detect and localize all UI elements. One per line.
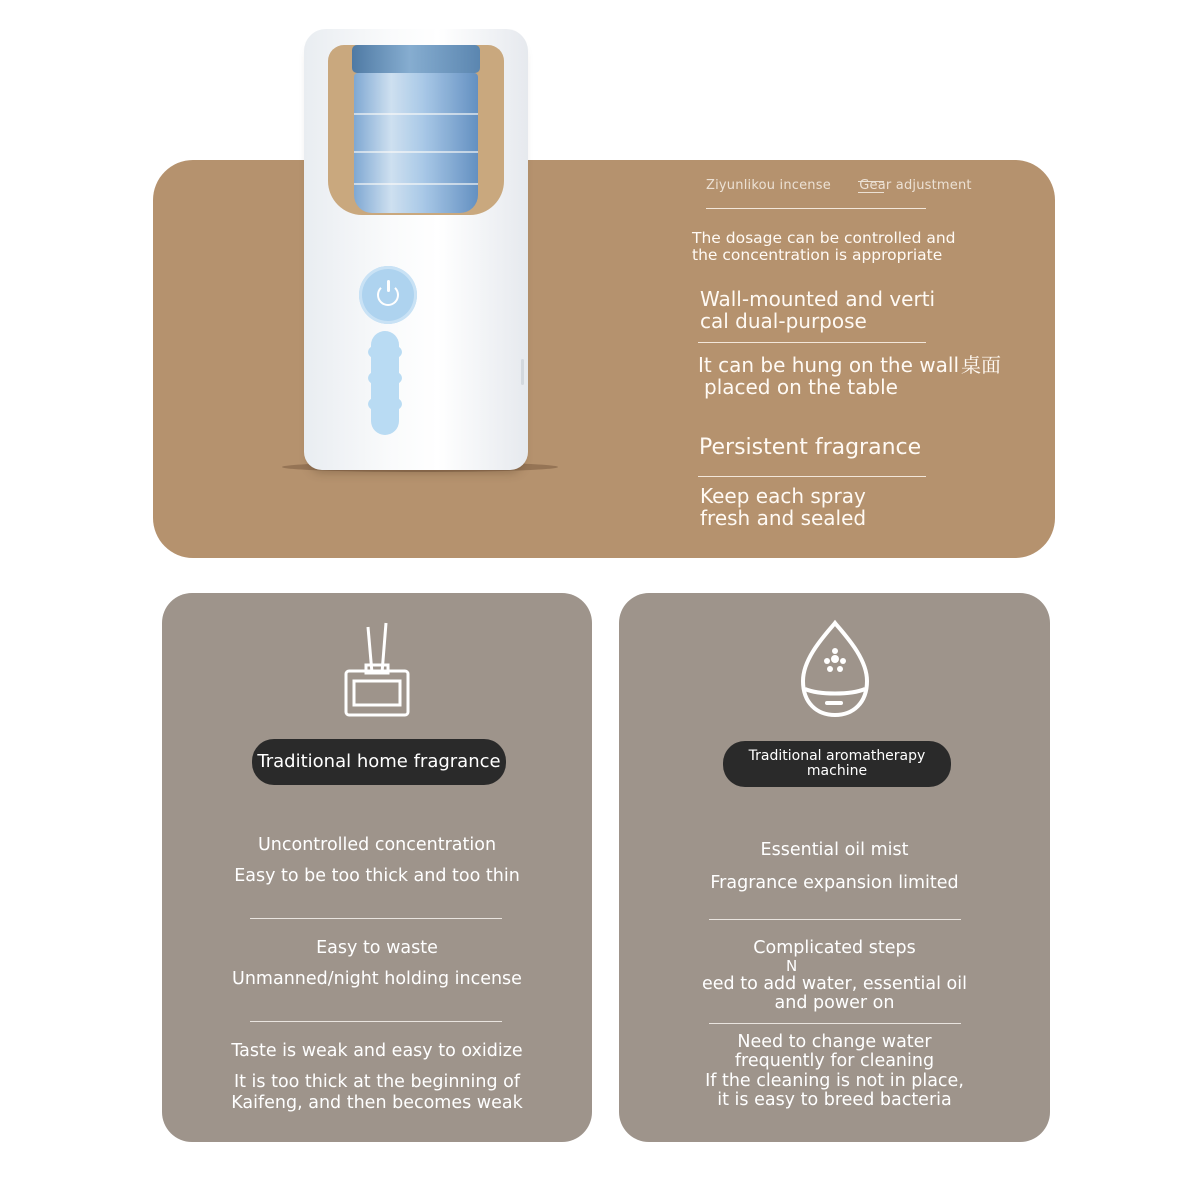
right-group-2 (619, 939, 1050, 1013)
fragrance-desc-line-2: fresh and sealed (700, 506, 867, 531)
wall-mounted-title (700, 288, 935, 333)
right-g2-line-3: eed to add water, essential oil (702, 973, 967, 994)
right-g2-line-1: Complicated steps (753, 938, 916, 958)
gear-slider-icon (371, 331, 399, 435)
aroma-machine-icon (797, 619, 873, 719)
pill-line-2: machine (806, 763, 868, 779)
fragrance-desc (700, 485, 866, 530)
right-g3-line-3: If the cleaning is not in place, (705, 1070, 964, 1091)
fragrance-desc-line-1: Keep each spray (700, 484, 866, 508)
wall-desc (698, 354, 1001, 399)
gear-adjustment-label: Gear adjustment (859, 178, 972, 193)
right-divider-1 (709, 919, 961, 920)
power-button-icon (359, 266, 417, 324)
traditional-home-fragrance-pill: Traditional home fragrance (252, 739, 506, 785)
fragrance-title: Persistent fragrance (699, 435, 922, 460)
dosage-text (692, 230, 956, 265)
fragrance-divider (698, 476, 926, 477)
wall-title-line-2: cal dual-purpose (700, 309, 867, 334)
pill-line-1: Traditional aromatherapy (748, 748, 926, 765)
dosage-line-1: The dosage can be controlled and (692, 229, 956, 247)
hero-header (706, 178, 972, 193)
right-g3-line-1: Need to change water (737, 1032, 932, 1052)
brand-label: Ziyunlikou incense (706, 178, 831, 193)
wall-title-line-1: Wall-mounted and verti (700, 287, 936, 311)
right-g1-line-1: Essential oil mist (760, 840, 909, 860)
menu-lines-icon (858, 181, 884, 193)
left-group-3 (162, 1041, 592, 1114)
bottle-cap (352, 45, 480, 73)
left-g3-line-1: Taste is weak and easy to oxidize (231, 1041, 523, 1061)
right-g3-line-4: it is easy to breed bacteria (717, 1089, 952, 1110)
bottle-window (328, 45, 504, 215)
left-g2-line-1: Easy to waste (316, 938, 438, 958)
right-g2-line-2: N (786, 957, 798, 976)
left-divider-2 (250, 1021, 502, 1022)
traditional-aromatherapy-pill (723, 741, 951, 787)
right-group-3 (619, 1033, 1050, 1110)
wall-desc-line-1: It can be hung on the wall (698, 353, 959, 377)
side-port (521, 359, 524, 385)
left-g3-line-2: It is too thick at the beginning of (233, 1072, 521, 1092)
reed-diffuser-icon (342, 619, 414, 719)
header-divider (706, 208, 926, 209)
left-g2-line-2: Unmanned/night holding incense (232, 969, 522, 989)
right-group-1 (619, 840, 1050, 894)
right-g3-line-2: frequently for cleaning (734, 1051, 935, 1072)
traditional-aromatherapy-panel (619, 593, 1050, 1142)
traditional-home-fragrance-panel (162, 593, 592, 1142)
right-divider-2 (709, 1023, 961, 1024)
dosage-line-2: the concentration is appropriate (692, 246, 943, 265)
right-g1-line-2: Fragrance expansion limited (710, 873, 959, 893)
left-group-1 (162, 835, 592, 887)
diffuser-device-image (304, 29, 528, 470)
wall-desc-cjk: 桌面 (961, 353, 1001, 377)
left-divider-1 (250, 918, 502, 919)
left-group-2 (162, 938, 592, 990)
wall-divider (698, 342, 926, 343)
wall-desc-line-2: placed on the table (704, 375, 898, 400)
left-g1-line-2: Easy to be too thick and too thin (234, 866, 520, 886)
left-g1-line-1: Uncontrolled concentration (257, 835, 497, 855)
right-g2-line-4: and power on (774, 993, 895, 1013)
left-g3-line-3: Kaifeng, and then becomes weak (231, 1093, 523, 1113)
fragrance-bottle (354, 73, 478, 213)
